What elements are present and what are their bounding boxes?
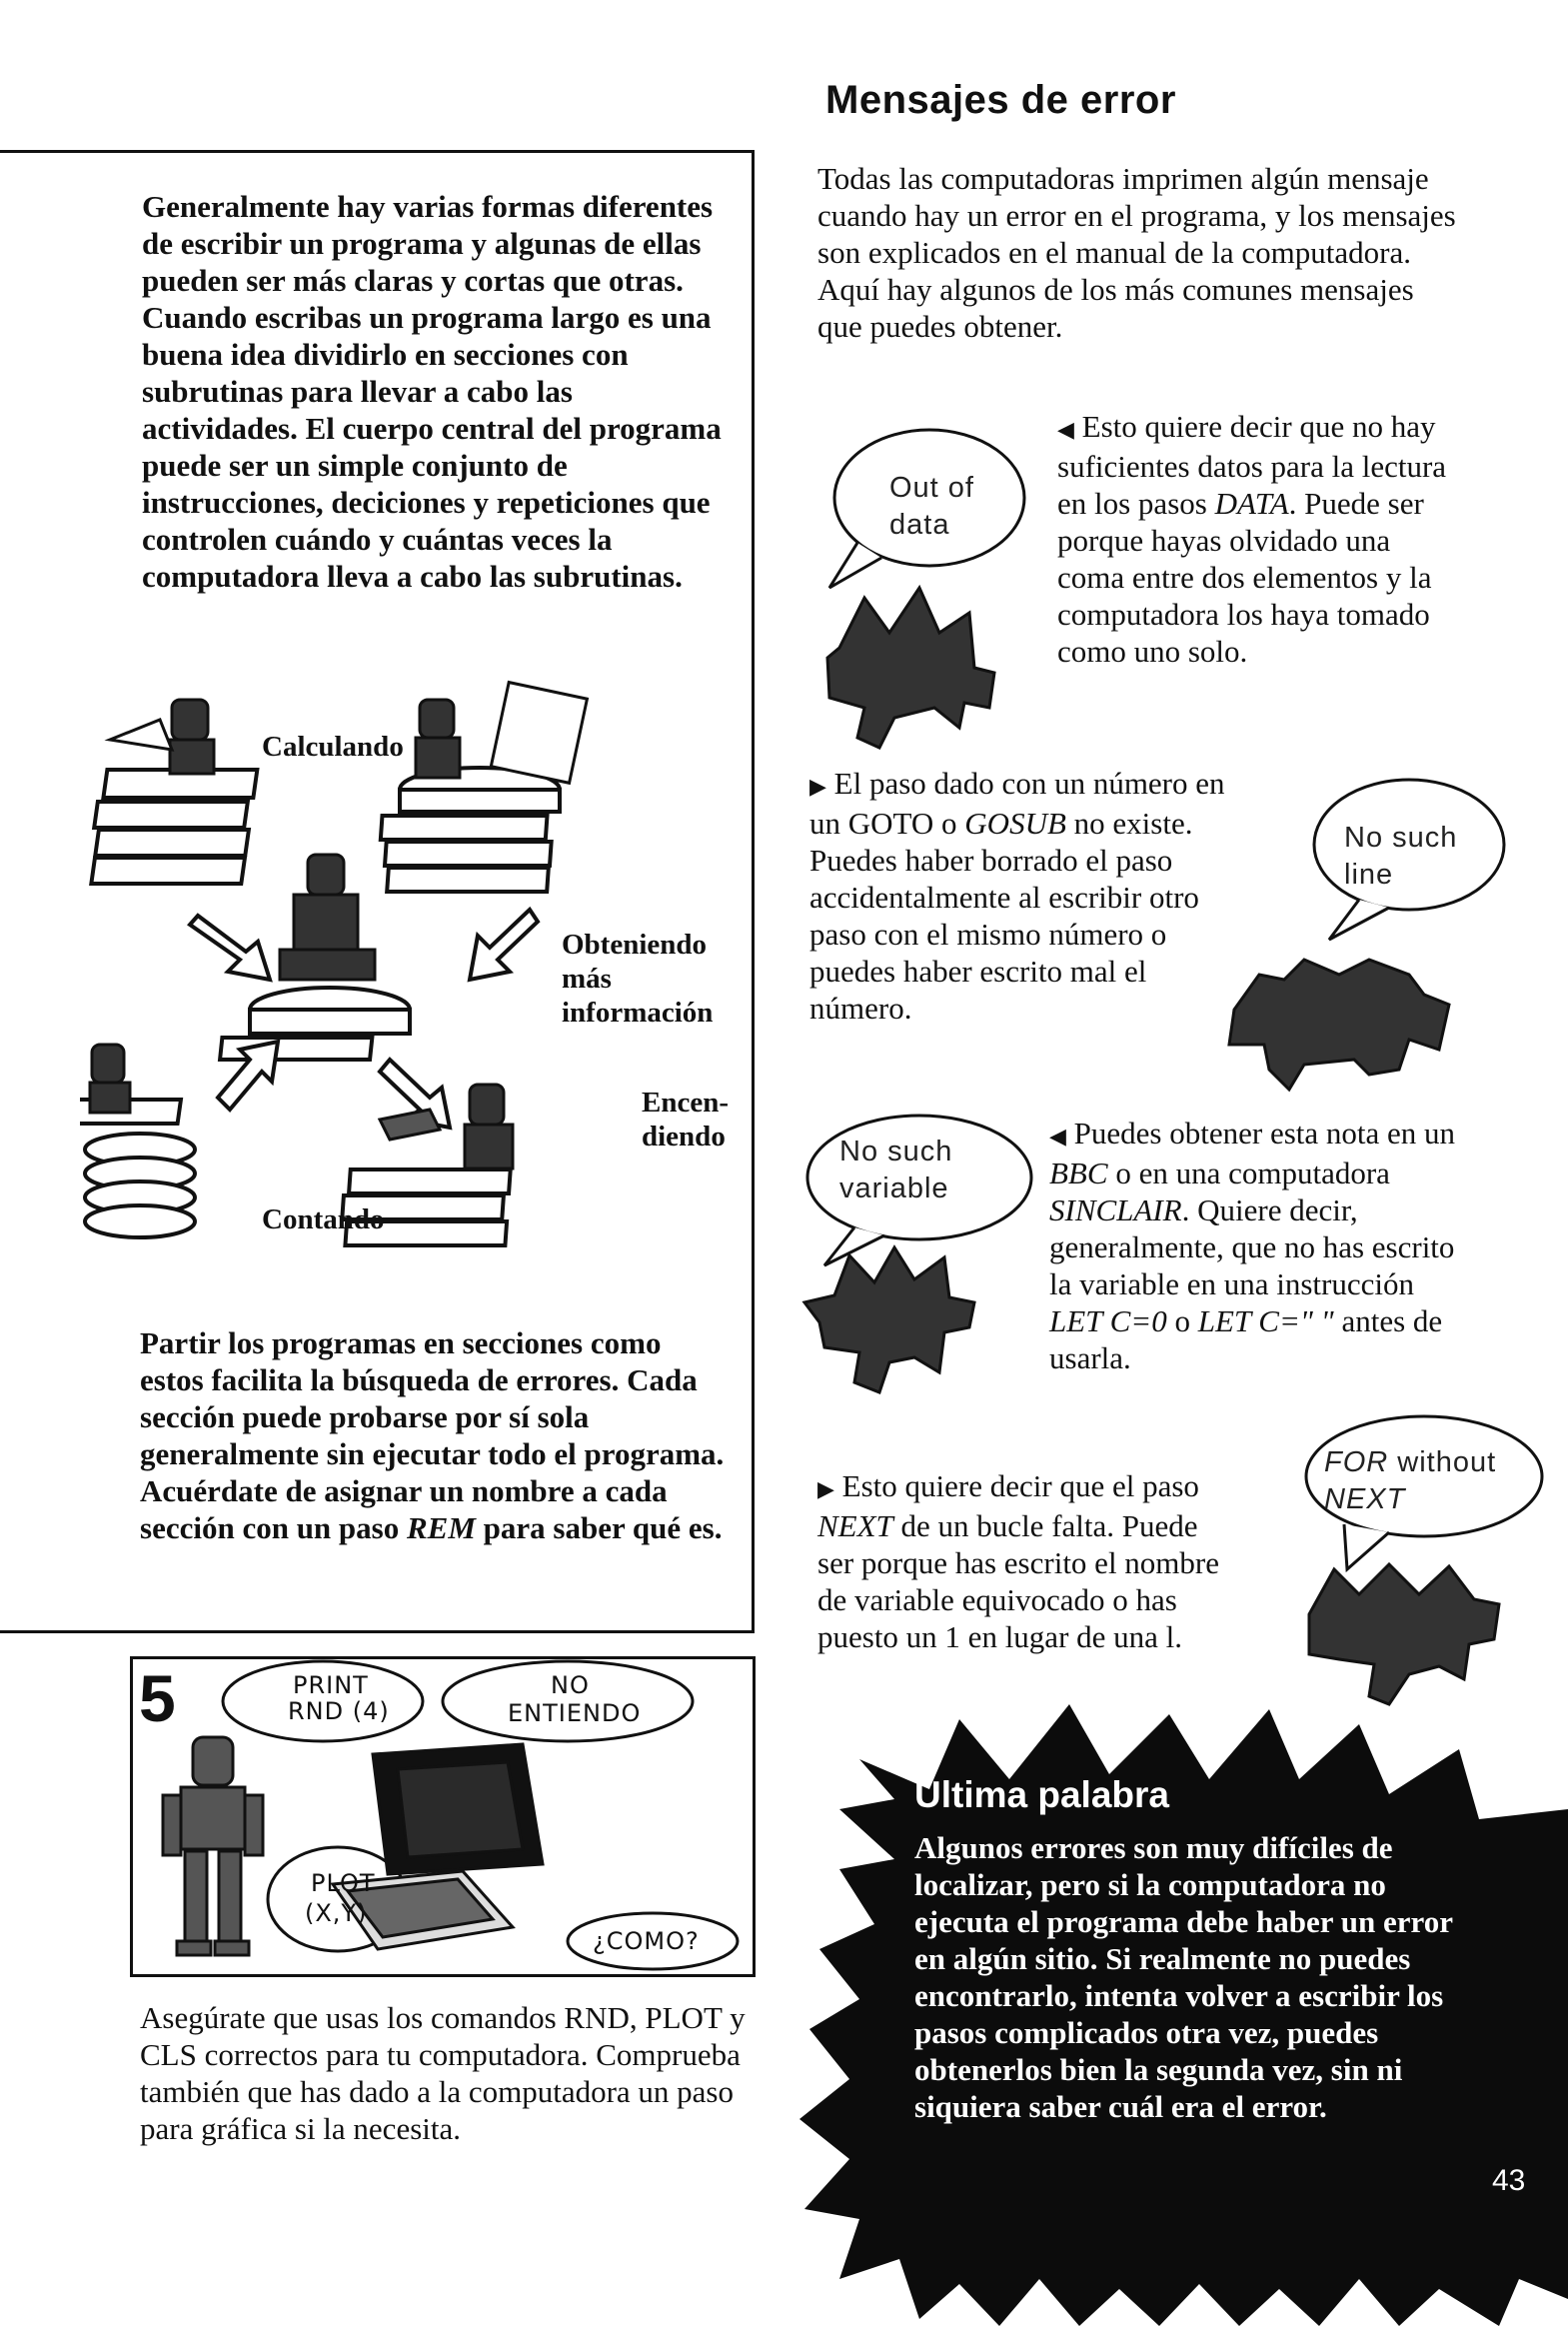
error-4-text-2: de un bucle falta. Puede ser porque has escrito el nombre de variable equivocado o has puesto un 1 en lugar de una l. [817, 1508, 1220, 1654]
left-outro-paragraph [140, 1324, 730, 1546]
label-contando: Contando [262, 1203, 385, 1235]
error-no-such-variable-text [1049, 1115, 1459, 1376]
bubble-no-such-line-2: line [1344, 859, 1394, 891]
ultima-title: Ultima palabra [914, 1774, 1169, 1815]
error-3-em-2: SINCLAIR [1049, 1192, 1182, 1227]
page-heading: Mensajes de error [825, 78, 1176, 122]
bubble-no-such-variable-2: variable [839, 1172, 949, 1204]
calculando-stack [91, 770, 257, 884]
bubble-como: ¿COMO? [593, 1927, 700, 1955]
ultima-body: Algunos errores son muy difíciles de localizar, pero si la computadora no ejecuta el programa debe haber un error en algún sitio. Si realmente no puedes encontrarlo, intenta volver a escribir los pasos complicados otra vez, puedes obtenerlos bien la segunda vez, sin ni siquiera saber cuál era el error. [914, 1830, 1453, 2124]
central-robot [280, 855, 375, 980]
right-intro-paragraph: Todas las computadoras imprimen algún mensaje cuando hay un error en el programa, y los mensajes son explicados en el manual de la computadora. Aquí hay algunos de los más comunes mensajes que puedes obtener. [817, 161, 1456, 344]
label-encendiendo-1: Encen- [642, 1087, 729, 1119]
error-1-text-1: Esto quiere decir que no hay suficientes datos para la lectura en los pasos [1057, 409, 1447, 521]
error-3-text-2: o en una computadora [1107, 1156, 1390, 1190]
bubble-print-1: PRINT [293, 1671, 369, 1699]
label-obteniendo-3: información [562, 997, 714, 1029]
arrow-right-icon: ▶ [817, 1476, 834, 1501]
label-obteniendo-2: más [562, 963, 612, 995]
page-number: 43 [1492, 2164, 1526, 2197]
counting-robot [90, 1045, 130, 1113]
error-4-em-1: NEXT [817, 1508, 893, 1543]
error-2-text-1: El paso dado con un número en un GOTO o [809, 766, 1225, 841]
outro-text-2: para saber qué es. [475, 1510, 723, 1545]
error-for-without-next-text [817, 1467, 1235, 1655]
bubble-plot-2: (X,Y) [305, 1899, 368, 1927]
arrow-left-icon: ◀ [1049, 1124, 1066, 1149]
error-3-em-1: BBC [1049, 1156, 1108, 1190]
cartoon-panel [130, 1656, 756, 1977]
bubble-plot-1: PLOT [311, 1869, 376, 1897]
bubble-no-such-variable-1: No such [839, 1136, 953, 1167]
bubble-for: FOR [1324, 1446, 1389, 1478]
error-3-em-3: LET C=0 [1049, 1303, 1167, 1338]
error-2-text-2: no existe. Puedes haber borrado el paso accidentalmente al escribir otro paso con el mismo número o puedes haber escrito mal el número. [809, 806, 1199, 1026]
bubble-for-without-next-2: NEXT [1324, 1483, 1406, 1515]
bubble-without: without [1388, 1446, 1497, 1478]
error-1-em-1: DATA [1214, 486, 1289, 521]
contando-stack [80, 1100, 195, 1237]
bubble-no-1: NO [551, 1671, 590, 1699]
left-intro-paragraph: Generalmente hay varias formas diferentes de escribir un programa y algunas de ellas pueden ser más claras y cortas que otras. Cuando escribas un programa largo es una buena idea dividirlo en secciones con subrutinas para llevar a cabo las actividades. El cuerpo central del programa puede ser un simple conjunto de instrucciones, deciciones y repeticiones que controlen cuándo y cuántas veces la computadora lleva a cabo las subrutinas. [142, 189, 722, 594]
cartoon-number: 5 [139, 1661, 176, 1735]
outro-rem: REM [406, 1510, 476, 1545]
error-3-text-3: . Quiere decir, generalmente, que no has escrito la variable en una instrucción [1049, 1192, 1455, 1301]
monster-out-of-data [809, 418, 1039, 758]
calculando-robot [110, 700, 214, 774]
cartoon-caption: Asegúrate que usas los comandos RND, PLOT y CLS correctos para tu computadora. Comprueba también que has dado a la computadora un paso para gráfica si la necesita. [140, 2000, 746, 2146]
error-1-text-2: . Puede ser porque hayas olvidado una coma entre dos elementos y la computadora los haya tomado como uno solo. [1057, 486, 1432, 669]
bubble-print-2: RND (4) [288, 1697, 390, 1725]
bubble-out-of-data-1: Out of [889, 472, 974, 504]
arrow-left-icon: ◀ [1057, 417, 1074, 442]
label-calculando: Calculando [262, 731, 404, 763]
reading-robot [416, 683, 587, 784]
label-obteniendo-1: Obteniendo [562, 929, 708, 961]
error-3-text-1: Puedes obtener esta nota en un [1065, 1116, 1456, 1151]
outro-text-1: Partir los programas en secciones como estos facilita la búsqueda de errores. Cada sección puede probarse por sí sola generalmente sin ejecutar todo el programa. Acuérdate de asignar un nombre a cada sección con un paso [140, 1325, 725, 1545]
error-out-of-data-text [1057, 408, 1447, 670]
error-no-such-line-text [809, 765, 1229, 1027]
bubble-for-without-next-1 [1324, 1444, 1496, 1481]
bubble-no-2: ENTIENDO [508, 1699, 642, 1727]
error-4-text-1: Esto quiere decir que el paso [833, 1468, 1199, 1503]
error-3-text-4: o [1166, 1303, 1198, 1338]
label-encendiendo-2: diendo [642, 1121, 726, 1153]
subroutine-diagram [80, 680, 760, 1279]
top-right-stack [381, 768, 560, 892]
arrow-right-icon: ▶ [809, 774, 826, 799]
bubble-no-such-line-1: No such [1344, 822, 1458, 854]
error-3-em-4: LET C=" " [1197, 1303, 1334, 1338]
bubble-out-of-data-2: data [889, 509, 950, 541]
error-2-em-1: GOSUB [964, 806, 1066, 841]
error-3-text-5: antes de usarla. [1049, 1303, 1443, 1375]
